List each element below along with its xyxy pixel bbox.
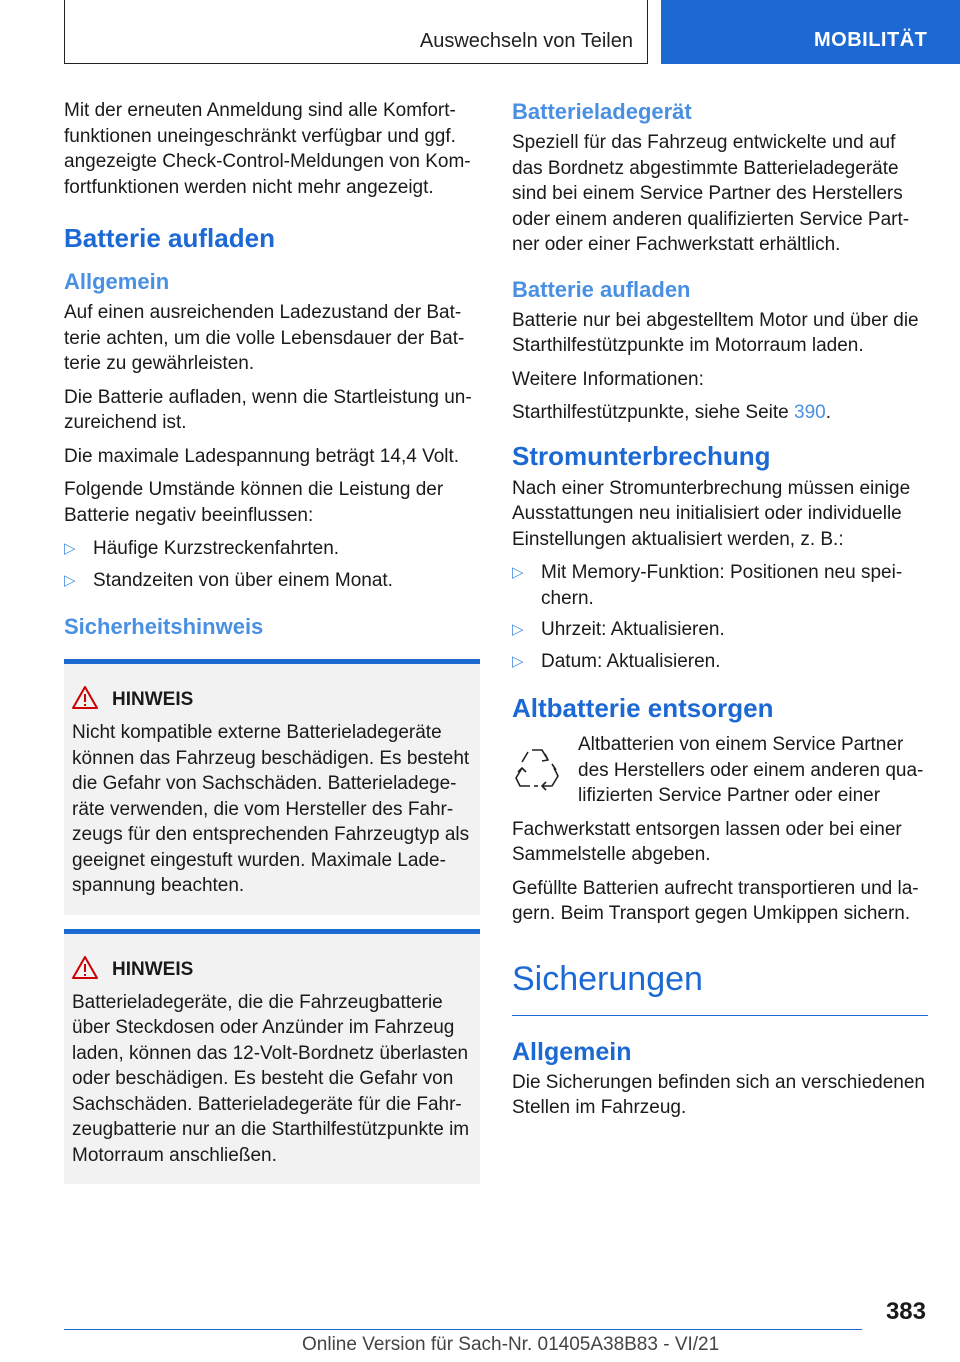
- list-item: ▷ Häufige Kurzstreckenfahrten.: [64, 536, 480, 562]
- paragraph-dispose-continued: Fachwerkstatt entsorgen lassen oder bei einer Sammelstelle abgeben.: [512, 818, 902, 865]
- paragraph-charge: Batterie nur bei abgestelltem Motor und über die Starthilfestützpunkte im Motorraum laden.: [512, 309, 919, 356]
- heading-dispose: Altbatterie entsorgen: [512, 693, 774, 723]
- heading-safety: Sicherheitshinweis: [64, 614, 264, 639]
- paragraph-reference: Starthilfestützpunkte, siehe Seite 390.: [512, 402, 831, 423]
- factors-list: [64, 536, 480, 593]
- page-number: 383: [885, 1298, 926, 1325]
- warning-icon: [72, 956, 112, 984]
- notice-box: [64, 659, 480, 915]
- notice-title: HINWEIS: [112, 958, 194, 980]
- heading-general: Allgemein: [64, 269, 170, 294]
- heading-power-interruption: Stromunterbrechung: [512, 440, 771, 471]
- notice-header: [72, 686, 472, 714]
- page-reference-link[interactable]: 390: [794, 402, 826, 423]
- power-list: [512, 560, 928, 674]
- list-item: ▷ Standzeiten von über einem Monat.: [64, 568, 480, 594]
- notice-box: [64, 929, 480, 1185]
- page-header: [0, 0, 960, 66]
- section-header-box: [64, 0, 648, 64]
- chapter-tab-label: MOBILITÄT: [814, 29, 928, 51]
- triangle-bullet-icon: ▷: [64, 540, 76, 557]
- notice-title: HINWEIS: [112, 689, 194, 710]
- paragraph-start-power: Die Batterie aufladen, wenn die Startleistung unzureichend ist.: [64, 386, 472, 433]
- triangle-bullet-icon: ▷: [512, 564, 524, 581]
- right-column: [512, 98, 928, 1129]
- warning-icon: [72, 686, 112, 714]
- list-item: ▷ Datum: Aktualisieren.: [512, 649, 928, 675]
- paragraph-more-info: Weitere Informationen:: [512, 368, 704, 390]
- paragraph-max-voltage: Die maximale Ladespannung beträgt 14,4 Volt.: [64, 445, 460, 467]
- triangle-bullet-icon: ▷: [512, 621, 524, 638]
- list-item: ▷ Uhrzeit: Aktualisieren.: [512, 617, 928, 643]
- chapter-tab[interactable]: [661, 0, 960, 64]
- heading-charger: Batterieladegerät: [512, 99, 692, 124]
- paragraph-charger: Speziell für das Fahrzeug entwickelte und auf das Bordnetz abgestimmte Batterieladegeräte sind bei einem Service Partner des Herstellers oder einem anderen qualifizierten Service Partner oder einer Fachwerkstatt erhältlich.: [512, 132, 910, 255]
- paragraph-transport: Gefüllte Batterien aufrecht transportieren und lagern. Beim Transport gegen Umkippen sichern.: [512, 877, 919, 924]
- notice-header: [72, 956, 472, 984]
- heading-battery-charge: Batterie aufladen: [64, 223, 275, 253]
- recycle-icon: [512, 732, 578, 797]
- paragraph-dispose: Altbatterien von einem Service Partner des Herstellers oder einem anderen qualifizierten Service Partner oder einer: [578, 734, 924, 806]
- notice-text: Nicht kompatible externe Batterieladegeräte können das Fahrzeug beschädigen. Es besteht die Gefahr von Sachschäden. Batterieladegeräte verwenden, die vom Hersteller des Fahrzeugs für den entsprechenden Fahrzeugtyp als geeignet eingestuft wurden. Maximale Ladespannung beachten.: [72, 722, 470, 896]
- triangle-bullet-icon: ▷: [64, 571, 76, 589]
- paragraph-charge-state: Auf einen ausreichenden Ladezustand der Batterie achten, um die volle Lebensdauer der Batterie zu gewährleisten.: [64, 302, 465, 374]
- heading-fuses-general: Allgemein: [512, 1037, 632, 1066]
- left-column: [64, 98, 480, 1198]
- dispose-row: [512, 732, 928, 817]
- footer-divider: [64, 1329, 862, 1330]
- footer-version: Online Version für Sach-Nr. 01405A38B83 - VI/21: [302, 1334, 720, 1355]
- triangle-bullet-icon: ▷: [512, 652, 524, 670]
- heading-charge: Batterie aufladen: [512, 276, 691, 302]
- paragraph-factors: Folgende Umstände können die Leistung der Batterie negativ beeinflussen:: [64, 479, 444, 526]
- paragraph-fuses: Die Sicherungen befinden sich an verschiedenen Stellen im Fahrzeug.: [512, 1071, 925, 1118]
- list-item: ▷ Mit Memory-Funktion: Positionen neu speichern.: [512, 562, 903, 609]
- notice-text: Batterieladegeräte, die die Fahrzeugbatterie über Steckdosen oder Anzünder im Fahrzeug laden, können das 12-Volt-Bordnetz überlasten oder beschädigen. Es besteht die Gefahr von Sachschäden. Batterieladegeräte für die Fahrzeugbatterie nur an die Starthilfestützpunkte im Motorraum anschließen.: [72, 991, 470, 1166]
- heading-fuses: Sicherungen: [512, 957, 928, 1016]
- paragraph-power: Nach einer Stromunterbrechung müssen einige Ausstattungen neu initialisiert oder individuelle Einstellungen aktualisiert werden, z. B.:: [512, 477, 911, 550]
- intro-paragraph: Mit der erneuten Anmeldung sind alle Komfortfunktionen uneingeschränkt verfügbar und ggf. angezeigte Check-Control-Meldungen von Komfortfunktionen werden nicht mehr angezeigt.: [64, 100, 471, 198]
- section-title: Auswechseln von Teilen: [419, 30, 633, 52]
